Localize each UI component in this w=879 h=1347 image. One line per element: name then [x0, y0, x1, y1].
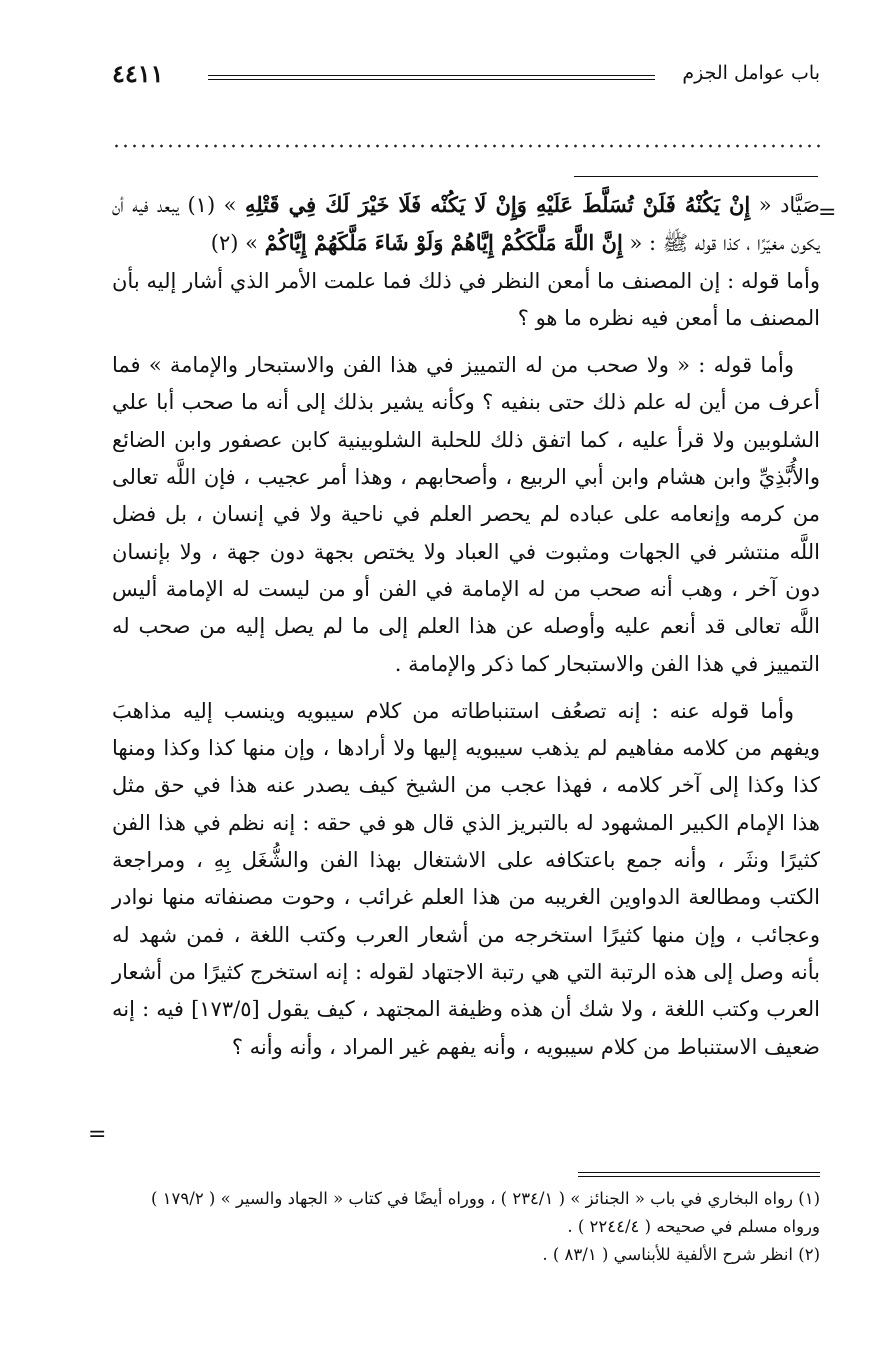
footnote: (١) رواه البخاري في باب « الجنائز » ( ٢٣٤/١ ) ، ووراه أيضًا في كتاب « الجهاد والسير » ( ١٧٩/٢ ) ورواه مسلم في صحيحه ( ٢٢٤٤/٤ ) .: [150, 1189, 820, 1236]
footnotes: [112, 1185, 820, 1269]
page-number: ٤٤١١: [112, 59, 164, 88]
continuation-mark: =: [88, 1122, 107, 1147]
paragraph: صَيَّاد « إِنْ يَكُنْهُ فَلَنْ تُسَلَّطَ عَلَيْهِ وَإِنْ لَا يَكُنْه فَلَا خَيْرَ لَكَ فِي قَتْلِهِ » (١) يبعد فيه أن يكون مغيّرًا ، كذا قوله ﷺ : « إِنَّ اللَّهَ مَلَّكَكُمْ إِيَّاهُمْ وَلَوْ شَاءَ مَلَّكَهُمْ إِيَّاكُمْ » (٢): [112, 192, 820, 256]
hadith-quote: إِنْ يَكُنْهُ فَلَنْ تُسَلَّطَ عَلَيْهِ وَإِنْ لَا يَكُنْه فَلَا خَيْرَ لَكَ فِي قَتْلِهِ: [244, 192, 751, 217]
footnote: (٢) انظر شرح الألفية للأبناسي ( ٨٣/١ ) .: [542, 1245, 820, 1264]
paragraph: وأما قوله : إن المصنف ما أمعن النظر في ذلك فما علمت الأمر الذي أشار إليه بأن المصنف ما أمعن فيه نظره ما هو ؟: [112, 268, 820, 330]
header-rule: [208, 75, 655, 80]
continuation-mark: =: [818, 200, 837, 225]
hadith-quote: إِنَّ اللَّهَ مَلَّكَكُمْ إِيَّاهُمْ وَلَوْ شَاءَ مَلَّكَهُمْ إِيَّاكُمْ: [264, 230, 623, 256]
footnote-rule: [578, 1172, 820, 1177]
paragraph: وأما قوله : « ولا صحب من له التمييز في هذا الفن والاستبحار والإمامة » فما أعرف من أين له علم ذلك حتى بنفيه ؟ وكأنه يشير بذلك إلى أنه ما صحب أبا علي الشلوبين ولا قرأ عليه ، كما اتفق ذلك للحلبة الشلوبينية كابن عصفور وابن الضائع والأُبَّذِيِّ وابن هشام وابن أبي الربيع ، وأصحابهم ، وهذا أمر عجيب ، فإن اللَّه تعالى من كرمه وإنعامه على عباده لم يحصر العلم في ناحية ولا في إنسان ، بل فضل اللَّه منتشر في الجهات ومثبوت في العباد ولا يختص بجهة دون جهة ، ولا بإنسان دون آخر ، وهب أنه صحب من له الإمامة في الفن أو من ليست له الإمامة أليس اللَّه تعالى قد أنعم عليه وأوصله عن هذا العلم إلى ما لم يصل إليه من صحب له التمييز في هذا الفن والاستبحار كما ذكر والإمامة .: [112, 353, 820, 676]
continuation-rule: [574, 176, 818, 177]
dotted-separator: [112, 142, 820, 150]
chapter-title: باب عوامل الجزم: [682, 62, 820, 84]
running-head: [112, 59, 820, 92]
main-text: [112, 186, 820, 1066]
paragraph: وأما قوله عنه : إنه تصعُف استنباطاته من كلام سيبويه وينسب إليه مذاهبَ ويفهم من كلامه مفاهيم لم يذهب سيبويه إليها ولا أرادها ، وإن منها كذا وكذا ومنها كذا وكذا إلى آخر كلامه ، فهذا عجب من الشيخ كيف يصدر عنه هذا في حق مثل هذا الإمام الكبير المشهود له بالتبريز الذي قال هو في حقه : إنه نظم في هذا الفن كثيرًا ونثَر ، وأنه جمع باعتكافه على الاشتغال بهذا الفن والشُّغَل بِهِ ، ومراجعة الكتب ومطالعة الدواوين الغريبه من هذا العلم غرائب ، وحوت مصنفاته منها نوادر وعجائب ، وإن منها كثيرًا استخرجه من أشعار العرب وكتب اللغة ، فمن شهد له بأنه وصل إلى هذه الرتبة التي هي رتبة الاجتهاد لقوله : إنه استخرج كثيرًا من أشعار العرب وكتب اللغة ، ولا شك أن هذه وظيفة المجتهد ، كيف يقول [١٧٣/٥] فيه : إنه ضعيف الاستنباط من كلام سيبويه ، وأنه يفهم غير المراد ، وأنه وأنه ؟: [112, 698, 820, 1059]
